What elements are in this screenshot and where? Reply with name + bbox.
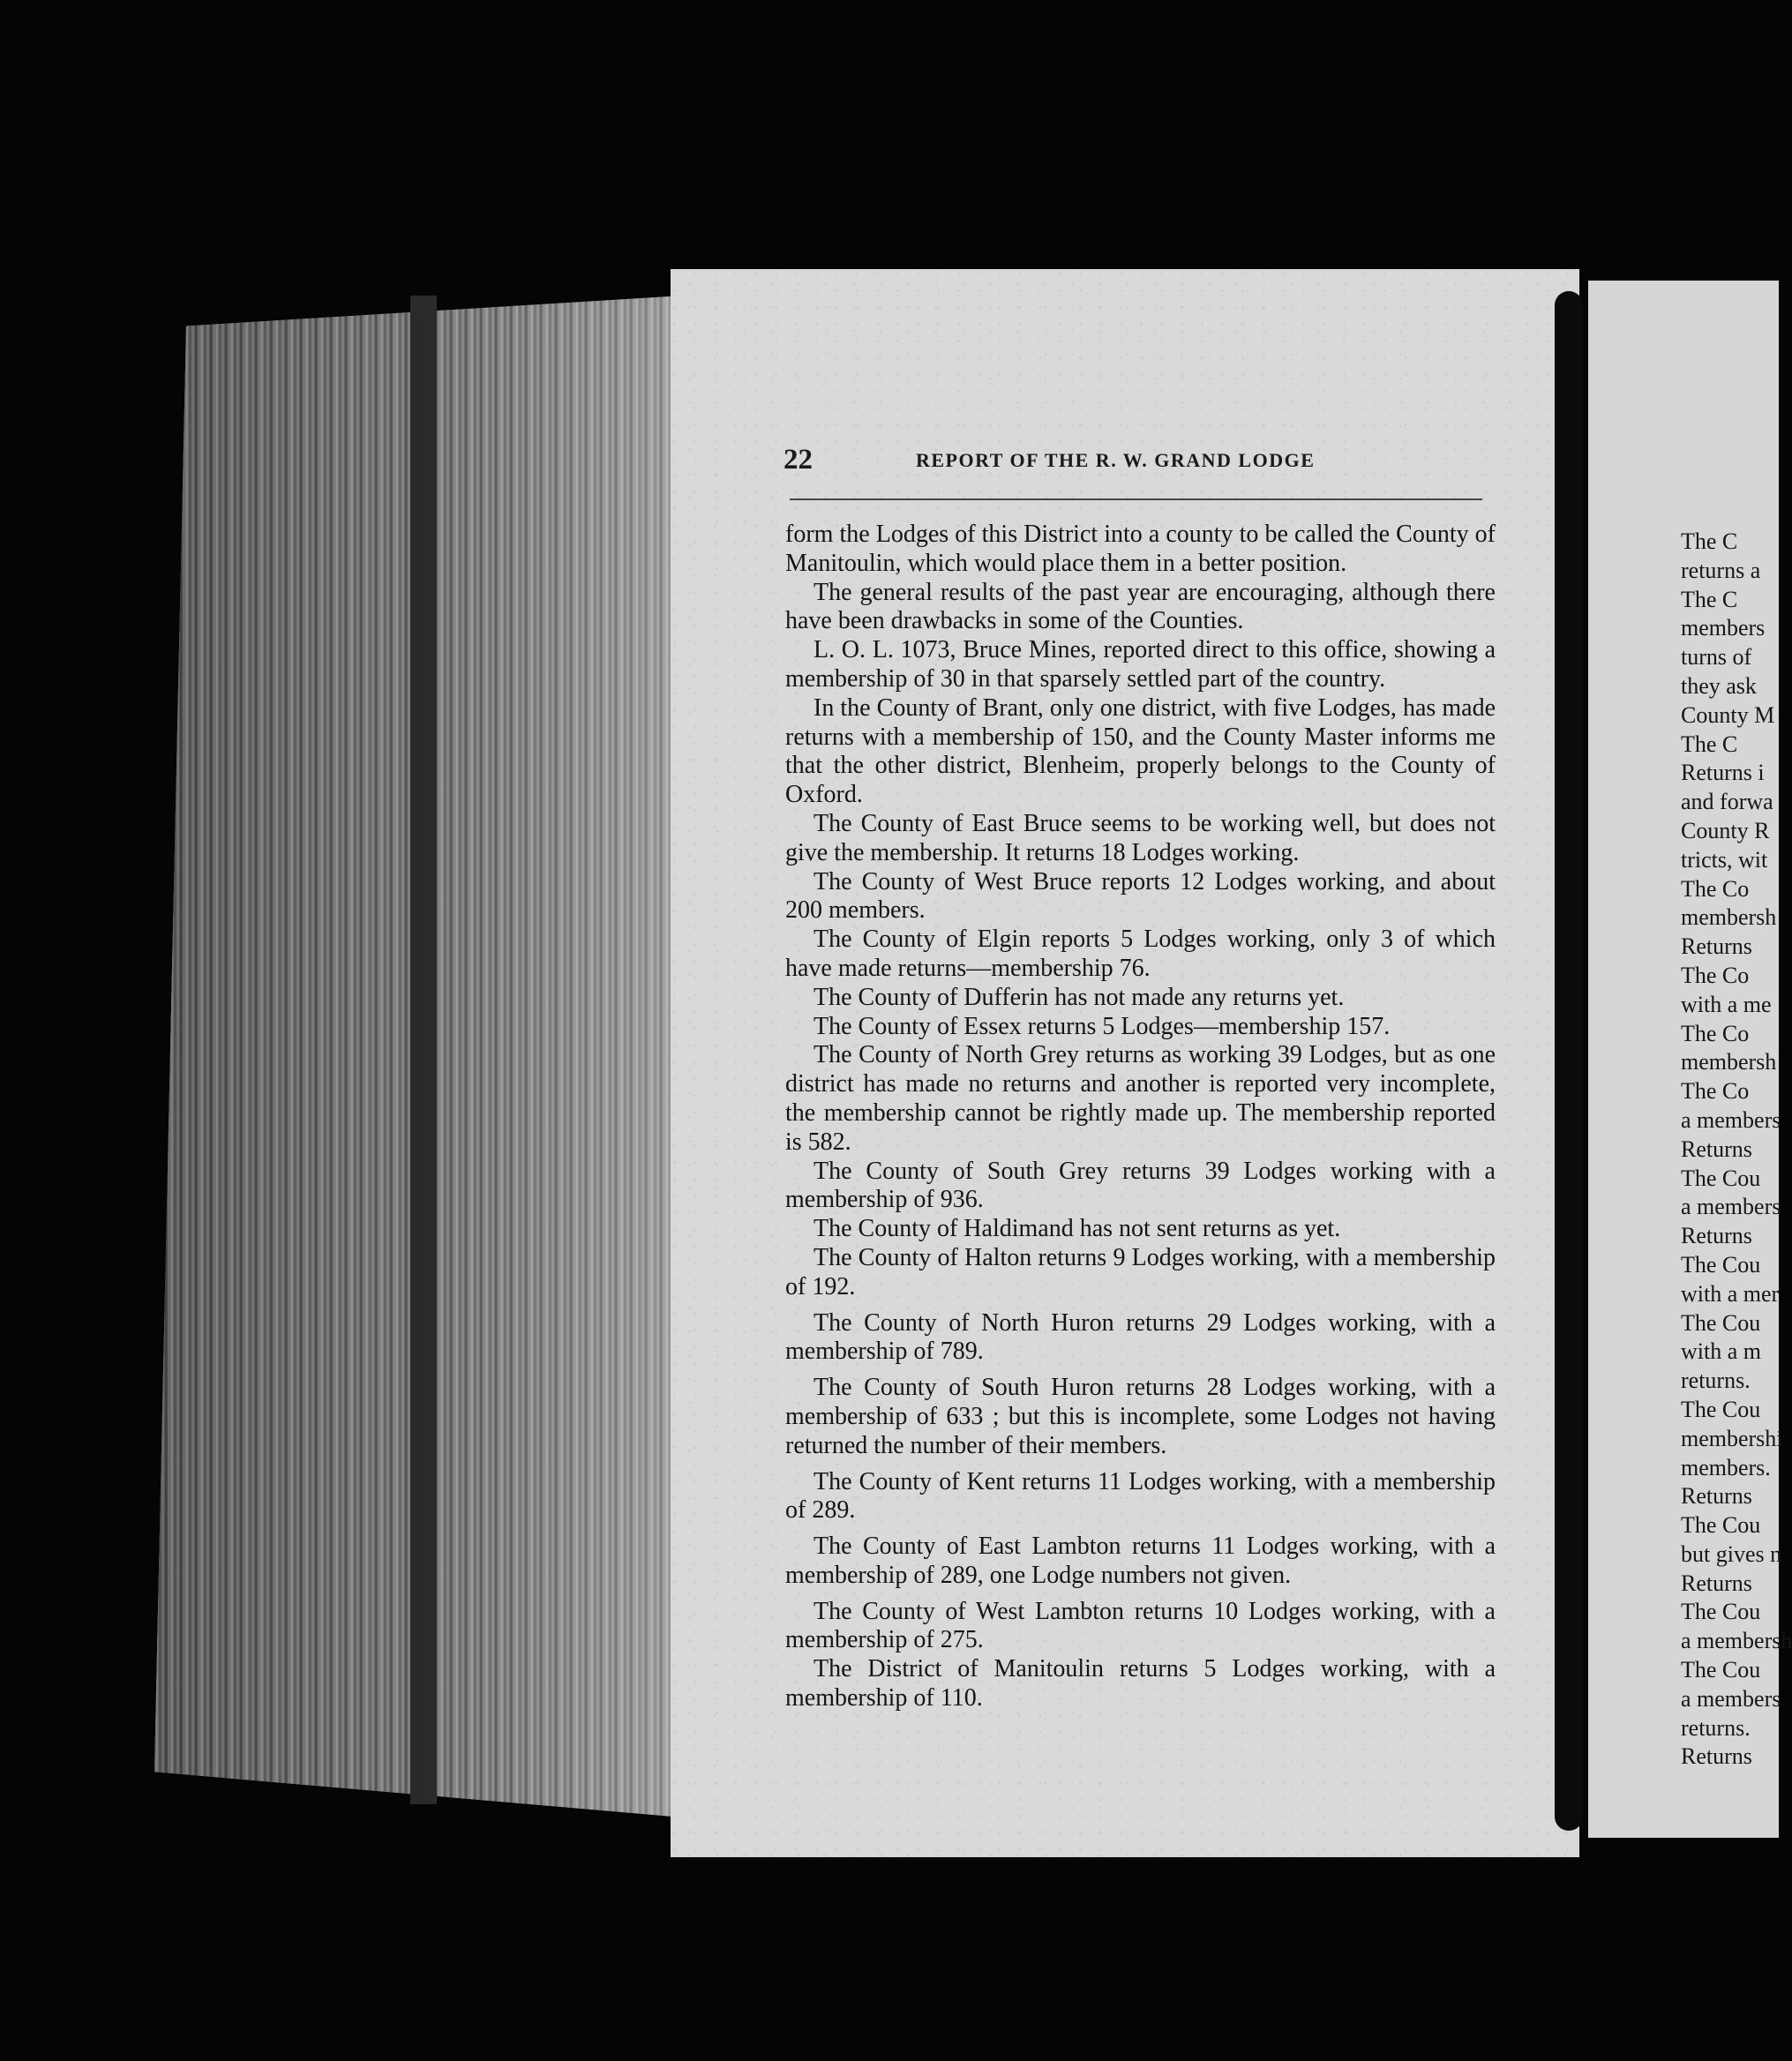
facing-page-line: The Co xyxy=(1681,875,1750,902)
facing-page-line: Returns xyxy=(1681,1743,1752,1770)
facing-page-line: The Cou xyxy=(1681,1512,1761,1539)
facing-page-line: returns. xyxy=(1681,1368,1751,1394)
paragraph: In the County of Brant, only one district, with five Lodges, has made returns with a membership of 150, and the County Master informs me that the other district, Blenheim, properly belongs to the County of Oxford. xyxy=(785,693,1496,809)
facing-page-line: returns. xyxy=(1681,1714,1751,1741)
paragraph: The County of West Bruce reports 12 Lodges working, and about 200 members. xyxy=(785,867,1496,925)
facing-page-line: members. xyxy=(1681,1454,1771,1480)
facing-page-text xyxy=(1681,528,1792,1772)
facing-page-line: returns a xyxy=(1681,557,1761,583)
facing-page-line: membershi xyxy=(1681,1425,1783,1451)
paragraph: The County of South Huron returns 28 Lodges working, with a membership of 633 ; but this is incomplete, some Lodges not having returned the number of their members. xyxy=(785,1374,1496,1459)
paragraph: The County of Dufferin has not made any returns yet. xyxy=(814,983,1345,1011)
facing-page-line: Returns xyxy=(1681,1483,1752,1510)
paragraph: The District of Manitoulin returns 5 Lodges working, with a membership of 110. xyxy=(785,1655,1496,1713)
paragraph: The County of North Huron returns 29 Lodges working, with a membership of 789. xyxy=(785,1308,1496,1366)
paragraph: The County of Halton returns 9 Lodges working, with a membership of 192. xyxy=(785,1243,1496,1300)
facing-page-line: County R xyxy=(1681,817,1770,843)
facing-page-line: County M xyxy=(1681,701,1775,728)
facing-page-line: members xyxy=(1681,615,1766,641)
facing-page-line: The Cou xyxy=(1681,1599,1761,1625)
facing-page-line: The Co xyxy=(1681,962,1750,988)
facing-page-line: Returns xyxy=(1681,1570,1752,1596)
facing-page-line: The Cou xyxy=(1681,1309,1761,1336)
facing-page-line: The C xyxy=(1681,528,1738,554)
paragraph: The County of North Grey returns as working 39 Lodges, but as one district has made no returns and another is reported very incomplete, the membership cannot be rightly made up. The membership reported is 582. xyxy=(785,1041,1496,1156)
page-number: 22 xyxy=(784,444,813,476)
facing-page-line: but gives n xyxy=(1681,1540,1782,1567)
facing-page-line: The Cou xyxy=(1681,1251,1761,1278)
page-body xyxy=(785,521,1496,1713)
paragraph: The County of Haldimand has not sent returns as yet. xyxy=(814,1215,1341,1243)
facing-page-line: The Cou xyxy=(1681,1165,1761,1191)
header-rule xyxy=(790,498,1482,500)
paragraph: The County of East Bruce seems to be working well, but does not give the membership. It returns 18 Lodges working. xyxy=(785,809,1496,866)
facing-page-line: with a me xyxy=(1681,991,1772,1017)
paragraph: The County of Essex returns 5 Lodges—membership 157. xyxy=(814,1012,1391,1040)
facing-page-line: tricts, wit xyxy=(1681,846,1768,873)
paragraph: The County of Kent returns 11 Lodges working, with a membership of 289. xyxy=(785,1467,1496,1525)
facing-page-line: a members xyxy=(1681,1194,1781,1220)
paragraph: The County of West Lambton returns 10 Lodges working, with a membership of 275. xyxy=(785,1597,1496,1654)
facing-page-line: The Cou xyxy=(1681,1396,1761,1422)
paragraph: L. O. L. 1073, Bruce Mines, reported direct to this office, showing a membership of 30 in that sparsely settled part of the country. xyxy=(785,636,1496,693)
facing-page-line: with a mer xyxy=(1681,1280,1780,1307)
paragraph: The general results of the past year are encouraging, although there have been drawbacks in some of the Counties. xyxy=(785,578,1496,635)
facing-page-line: The Co xyxy=(1681,1078,1750,1105)
facing-page-line: Returns xyxy=(1681,1135,1752,1162)
facing-page-line: with a m xyxy=(1681,1338,1761,1365)
facing-page-line: they ask xyxy=(1681,672,1757,699)
facing-page-line: Returns xyxy=(1681,1223,1752,1249)
facing-page-line: The Co xyxy=(1681,1020,1750,1046)
facing-page-line: turns of xyxy=(1681,644,1752,671)
facing-page-line: a membersh xyxy=(1681,1628,1792,1654)
facing-page-line: membersh xyxy=(1681,1049,1777,1075)
facing-page-line: Returns xyxy=(1681,933,1752,960)
paragraph: The County of South Grey returns 39 Lodges working with a membership of 936. xyxy=(785,1157,1496,1214)
facing-page-line: Returns i xyxy=(1681,760,1765,786)
book-gutter xyxy=(1555,291,1583,1831)
paragraph: The County of Elgin reports 5 Lodges working, only 3 of which have made returns—membership 76. xyxy=(785,926,1496,982)
page-header xyxy=(784,444,1481,479)
facing-page-line: The Cou xyxy=(1681,1657,1761,1683)
facing-page-line: membersh xyxy=(1681,904,1777,931)
facing-page-line: The C xyxy=(1681,586,1738,612)
facing-page-line: a members xyxy=(1681,1685,1781,1712)
running-head: REPORT OF THE R. W. GRAND LODGE xyxy=(916,449,1316,471)
page-edge-shadow xyxy=(410,296,437,1804)
paragraph: The County of East Lambton returns 11 Lodges working, with a membership of 289, one Lodge numbers not given. xyxy=(785,1533,1496,1589)
paragraph: form the Lodges of this District into a county to be called the County of Manitoulin, which would place them in a better position. xyxy=(785,521,1496,577)
facing-page-line: The C xyxy=(1681,731,1738,757)
facing-page-line: a members xyxy=(1681,1106,1781,1133)
facing-page-line: and forwa xyxy=(1681,789,1773,815)
